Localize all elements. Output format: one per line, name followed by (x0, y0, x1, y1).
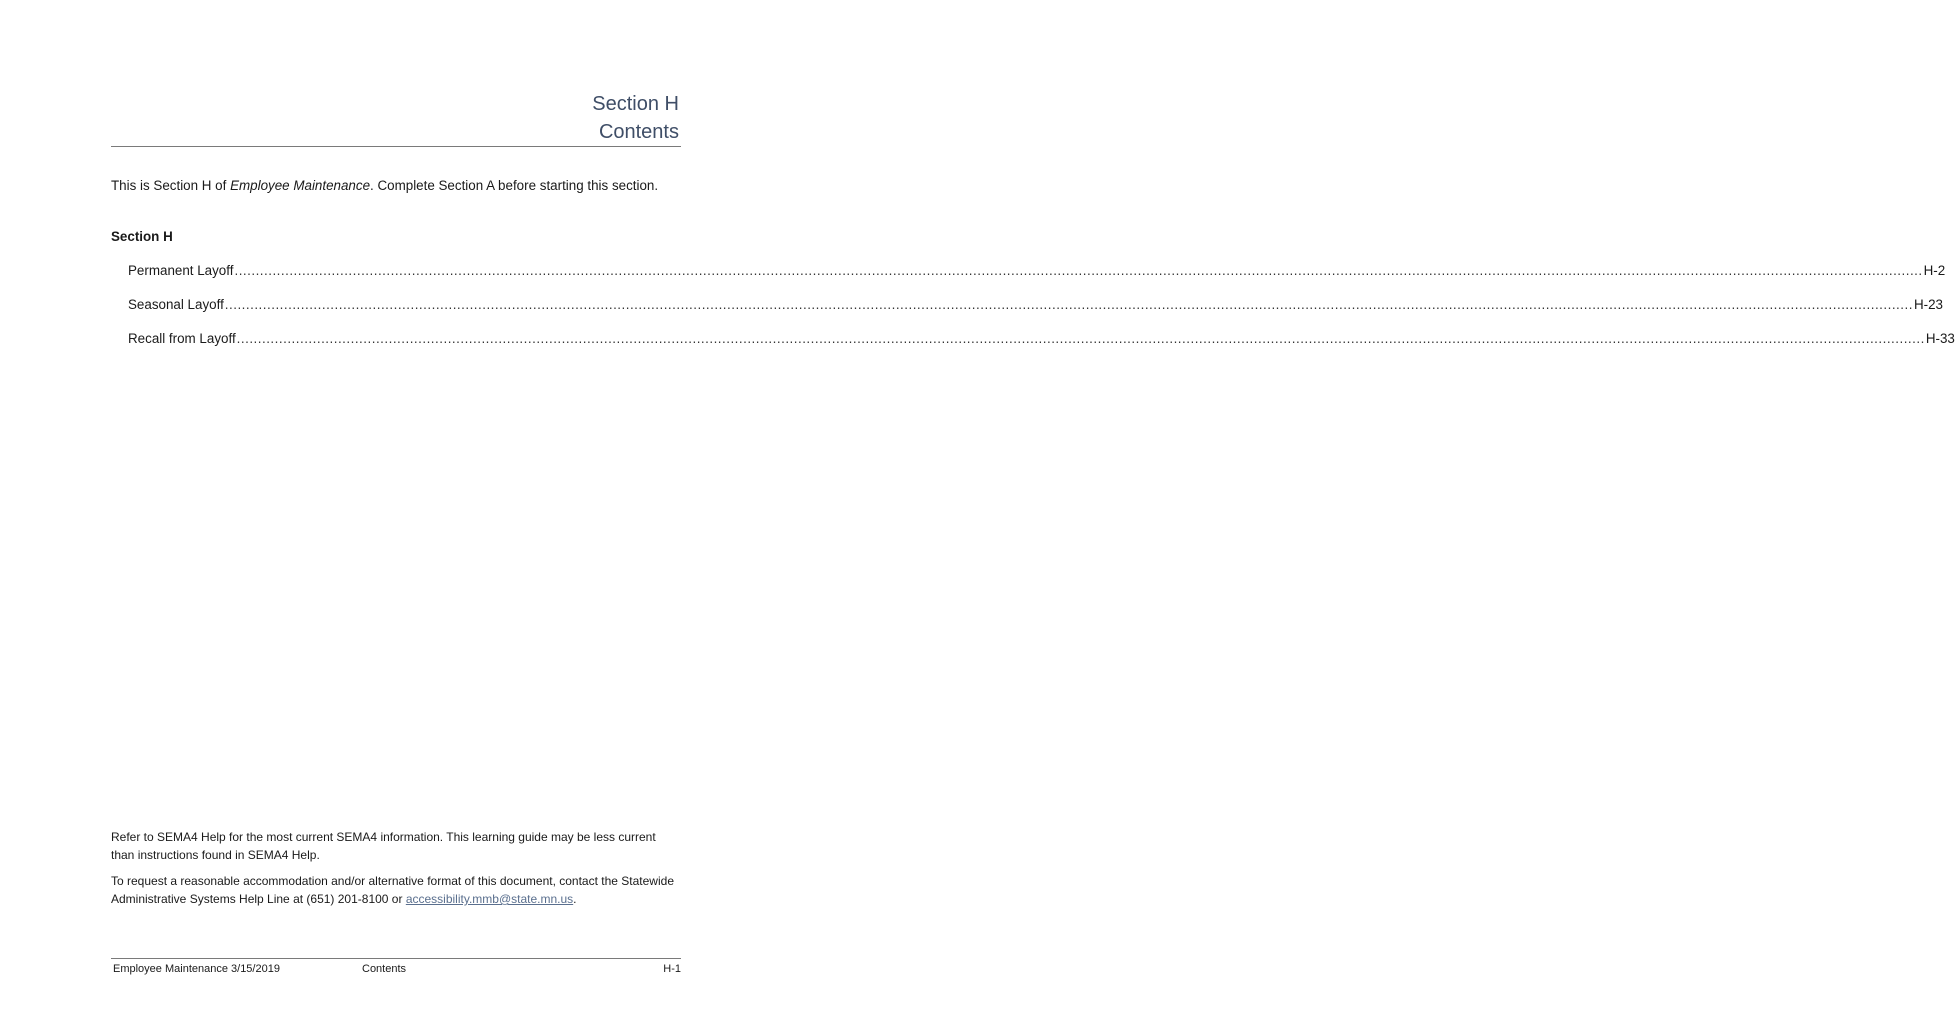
page-title-line-2: Contents (598, 121, 679, 143)
toc-dot-leader: ................................................................................................................................................................................................................................................................................................................................................................................................................ (224, 297, 1913, 312)
toc-entry-permanent-layoff[interactable] (128, 263, 1946, 297)
intro-text-after: . Complete Section A before starting this section. (370, 178, 659, 193)
page-title (592, 90, 679, 146)
sema4-help-note: Refer to SEMA4 Help for the most current SEMA4 information. This learning guide may be less current than instructions found in SEMA4 Help. (111, 830, 656, 862)
toc-entry-page[interactable]: H-23 (1913, 297, 1943, 312)
footer-divider (111, 958, 681, 959)
toc-dot-leader: ................................................................................................................................................................................................................................................................................................................................................................................................................ (236, 331, 1925, 346)
page-title-line-1: Section H (592, 93, 679, 115)
accommodation-text-end: . (573, 892, 577, 906)
toc-entry-label[interactable]: Recall from Layoff (128, 331, 236, 346)
title-divider (111, 146, 681, 147)
toc-entry-label[interactable]: Permanent Layoff (128, 263, 234, 278)
accommodation-text: To request a reasonable accommodation and/or alternative format of this document, contact the Statewide Administrative Systems Help Line at (651) 201-8100 or (111, 874, 674, 906)
intro-text-before: This is Section H of (111, 178, 231, 193)
toc-entry-recall-from-layoff[interactable] (128, 331, 1955, 365)
toc-entry-page[interactable]: H-33 (1925, 331, 1955, 346)
table-of-contents (128, 263, 1955, 365)
footer-page-number: H-1 (663, 963, 681, 975)
page-footer (111, 963, 681, 979)
intro-paragraph (111, 178, 691, 193)
accommodation-note (111, 872, 681, 908)
accessibility-email-link[interactable]: accessibility.mmb@state.mn.us (405, 892, 574, 906)
toc-dot-leader: ................................................................................................................................................................................................................................................................................................................................................................................................................ (234, 263, 1923, 278)
section-heading: Section H (111, 229, 173, 244)
intro-emphasis: Employee Maintenance (230, 178, 371, 193)
toc-entry-label[interactable]: Seasonal Layoff (128, 297, 224, 312)
toc-entry-page[interactable]: H-2 (1923, 263, 1946, 278)
footer-section-name: Contents (362, 963, 407, 975)
footer-document-title: Employee Maintenance 3/15/2019 (113, 963, 280, 975)
toc-entry-seasonal-layoff[interactable] (128, 297, 1943, 331)
